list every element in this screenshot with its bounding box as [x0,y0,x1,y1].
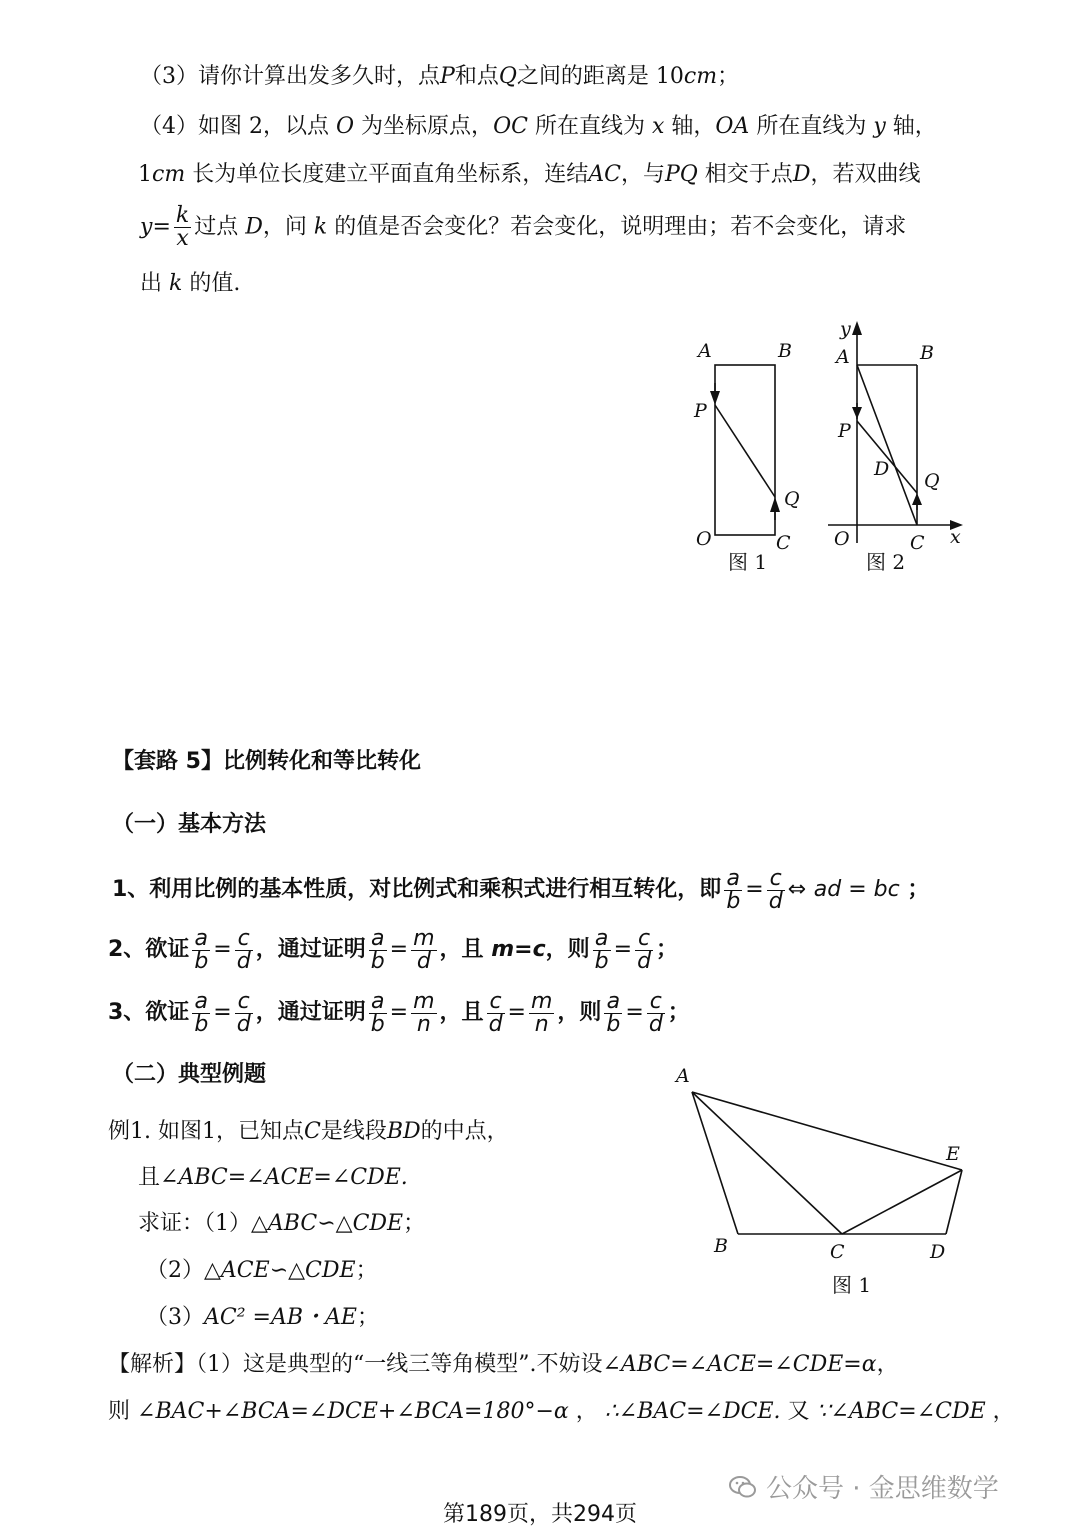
text: ； [403,1211,426,1236]
label-a: A [676,1065,690,1087]
text: 例1. 如图1，已知点 [108,1119,304,1144]
text: 之间的距离是 10 [516,64,684,89]
math: PQ [664,162,698,187]
math: ∵∠ABC=∠CDE [816,1399,986,1424]
denominator: b [194,948,209,974]
fig1-label-o: O [696,528,712,550]
text: （3）请你计算出发多久时，点 [140,64,440,89]
text: ； [355,1258,378,1283]
method-2 [108,922,678,978]
denominator: b [594,948,609,974]
figures-1-2 [680,315,980,585]
method-1 [112,862,929,918]
segment-ce [842,1170,962,1234]
numerator: c [635,928,653,951]
text: ，通过证明 [255,937,366,962]
numerator: c [235,991,253,1014]
text: ，则 [557,1000,602,1025]
text: 过点 [194,214,239,240]
numerator: c [487,991,505,1014]
denominator: n [416,1011,431,1037]
math: OA [715,114,750,139]
fig2-caption: 图 2 [866,550,906,574]
label-c: C [830,1241,845,1263]
numerator: k [175,203,190,228]
fig1-segment-pq [715,405,775,497]
label-b: B [714,1235,728,1257]
numerator: a [369,991,387,1014]
text: 是线段 [320,1119,387,1144]
math: = [213,1000,232,1025]
numerator: c [767,868,785,891]
math: = [625,1000,644,1025]
numerator: a [724,868,742,891]
numerator: c [647,991,665,1014]
text: ，且 [439,1000,484,1025]
math: y [140,214,153,240]
text: ， [992,1399,1015,1424]
fig2-label-q: Q [924,470,940,492]
question-4-line-4 [140,269,240,299]
analysis-line-2 [108,1397,1015,1427]
fig2-label-x: x [950,526,961,548]
figure-caption: 图 1 [832,1273,872,1297]
example-1-line-5 [146,1303,379,1333]
denominator: d [236,1011,251,1037]
denominator: d [416,948,431,974]
question-4-line-3 [140,205,906,250]
subsection-typical-examples: （二）典型例题 [112,1062,267,1087]
question-4-line-2 [138,160,920,190]
text: ，则 [545,937,590,962]
watermark-text: 公众号 · 金思维数学 [766,1474,999,1504]
numerator: a [192,928,210,951]
text: （3） [146,1305,204,1330]
text: ， [876,1352,899,1377]
fig2-label-y: y [840,318,851,340]
text: 轴， [671,114,716,139]
text: 又 [787,1399,810,1424]
math: BD [386,1119,421,1144]
denominator: d [488,1011,503,1037]
text: ，若双曲线 [810,162,921,187]
text: 【解析】（1）这是典型的“一线三等角模型”.不妨设 [108,1352,603,1377]
math: m=c [491,937,546,962]
text: ， [575,1399,598,1424]
text: ； [656,937,679,962]
math: ∴∠BAC=∠DCE. [604,1399,781,1424]
point-p: P [440,64,455,89]
text: 求证：（1） [138,1211,251,1236]
unit: cm [152,162,186,187]
fig1-label-q: Q [784,488,800,510]
question-4-line-1 [140,112,937,142]
numerator: c [235,928,253,951]
label-d: D [930,1241,946,1263]
math: △ACE∽△CDE [204,1258,356,1283]
example-1-line-3 [138,1209,425,1239]
example-1-line-4 [146,1256,378,1286]
fig1-label-b: B [778,340,792,362]
text: （2） [146,1258,204,1283]
math: △ABC∽△CDE [251,1211,404,1236]
text: ，且 [439,937,484,962]
denominator: b [726,888,741,914]
text: 且 [138,1165,161,1190]
text: 轴， [892,114,937,139]
denominator: b [606,1011,621,1037]
denominator: b [370,1011,385,1037]
text: 则 [108,1399,131,1424]
text: ； [667,1000,690,1025]
math: = [507,1000,526,1025]
fig2-label-p: P [838,420,851,442]
numerator: m [530,988,553,1014]
fig1-arrowhead-q [770,497,780,512]
denominator: b [370,948,385,974]
math: ∠ABC=∠ACE=∠CDE=α [602,1352,877,1377]
text: ； [907,877,930,902]
fig1-label-a: A [698,340,712,362]
math: ∠BAC+∠BCA=∠DCE+∠BCA=180°−α [137,1399,569,1424]
segment-de [946,1170,962,1234]
text: 的值是否会变化？若会变化，说明理由；若不会变化，请求 [334,214,907,240]
math: = [389,1000,409,1025]
math: OC [493,114,528,139]
math: = [213,937,232,962]
text: ； [356,1305,379,1330]
question-3 [140,62,739,92]
numerator: m [413,988,435,1014]
fig2-label-b: B [920,342,934,364]
fig1-arrowhead-p [710,391,720,405]
math: C [303,1119,321,1144]
denominator: d [648,1011,663,1037]
fig2-label-o: O [834,528,850,550]
fig1-label-p: P [694,400,707,422]
example-1-line-1 [108,1117,509,1147]
text: ； [717,64,740,89]
math: = [152,214,171,240]
denominator: d [637,948,652,974]
method-3 [108,985,690,1041]
label-e: E [946,1143,960,1165]
math: k [169,271,183,296]
fig2-label-d: D [874,458,890,480]
text: 2、欲证 [108,937,190,962]
math: x [651,114,665,139]
fraction-k-over-x [174,205,191,250]
text: 所在直线为 [534,114,645,139]
section-title: 【套路 5】比例转化和等比转化 [112,749,421,774]
denominator: x [176,226,189,251]
math: D [792,162,811,187]
subsection-basic-methods: （一）基本方法 [112,812,267,837]
fig2-segment-ac [857,365,917,525]
page-footer: 第189页，共294页 [443,1502,637,1527]
math: ∠ABC=∠ACE=∠CDE. [160,1165,408,1190]
fig2-label-a: A [836,346,850,368]
math: AC [588,162,621,187]
text: 的中点， [420,1119,509,1144]
denominator: b [194,1011,209,1037]
fig2-y-arrowhead [852,321,862,335]
fig1-caption: 图 1 [728,550,768,574]
math: ad = bc [813,877,900,902]
denominator: n [534,1011,549,1037]
numerator: m [413,925,435,951]
text: ，与 [620,162,665,187]
text: 出 [140,271,163,296]
fig2-segment-pq [857,421,917,493]
math: y [873,114,886,139]
figure-example-1 [670,1060,980,1305]
numerator: a [604,991,622,1014]
text: 为坐标原点， [361,114,494,139]
math: D [245,214,263,240]
text: 所在直线为 [756,114,867,139]
fig1-label-c: C [776,532,791,554]
analysis-line-1 [108,1350,899,1380]
text: （4）如图 2，以点 [140,114,329,139]
math: = [613,937,633,962]
text: ，通过证明 [255,1000,366,1025]
math: O [336,114,355,139]
math: ⇔ [787,877,807,902]
text: 相交于点 [704,162,793,187]
text: 长为单位长度建立平面直角坐标系，连结 [192,162,589,187]
math: k [313,214,328,240]
denominator: d [236,948,251,974]
numerator: a [369,928,387,951]
text: 1 [138,162,152,187]
text: 和点 [454,64,499,89]
text: 3、欲证 [108,1000,190,1025]
unit: cm [683,64,718,89]
math: = [389,937,409,962]
numerator: a [192,991,210,1014]
text: 的值. [189,271,241,296]
math: = [745,877,764,902]
point-q: Q [498,64,517,89]
numerator: a [593,928,611,951]
fig2-label-c: C [910,532,925,554]
text: ，问 [262,214,307,240]
denominator: d [768,888,783,914]
text: 1、利用比例的基本性质，对比例式和乘积式进行相互转化，即 [112,877,722,902]
example-1-line-2 [138,1163,408,1193]
math: AC² =AB・AE [204,1305,357,1330]
